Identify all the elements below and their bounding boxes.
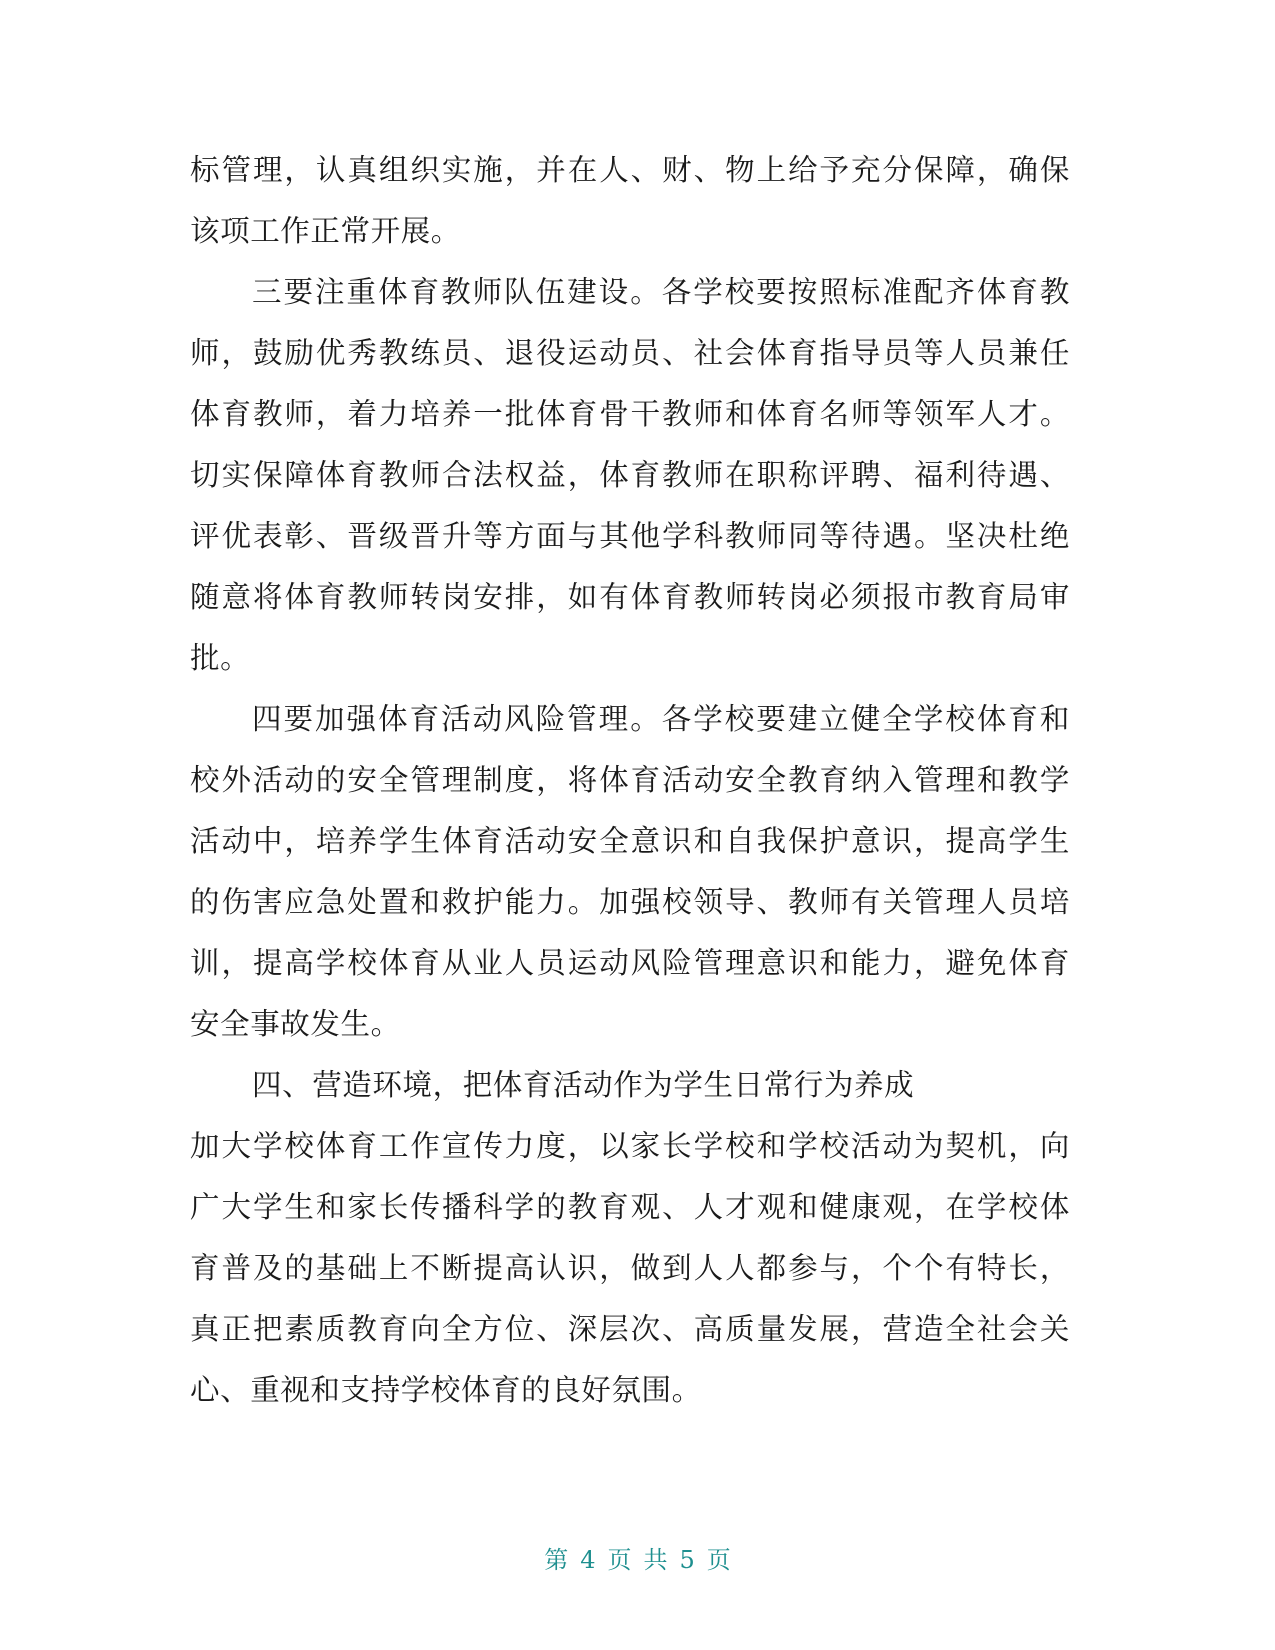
text-line: 活动中，培养学生体育活动安全意识和自我保护意识，提高学生 [190,824,1070,858]
text-line: 育普及的基础上不断提高认识，做到人人都参与，个个有特长， [190,1251,1070,1285]
text-line: 标管理，认真组织实施，并在人、财、物上给予充分保障，确保 [190,153,1070,187]
text-line: 加大学校体育工作宣传力度，以家长学校和学校活动为契机，向 [190,1129,1070,1163]
text-line: 批。 [190,641,251,675]
footer-ye: 页 [607,1546,632,1574]
text-line: 心、重视和支持学校体育的良好氛围。 [190,1373,702,1407]
footer-page-number: 4 [580,1546,596,1574]
paragraph-start-line: 四要加强体育活动风险管理。各学校要建立健全学校体育和 [252,702,1070,736]
section-heading: 四、营造环境，把体育活动作为学生日常行为养成 [252,1068,915,1102]
text-line: 安全事故发生。 [190,1007,401,1041]
text-line: 随意将体育教师转岗安排，如有体育教师转岗必须报市教育局审 [190,580,1070,614]
footer-di: 第 [544,1546,569,1574]
footer-ye: 页 [706,1546,731,1574]
footer-gong: 共 [643,1546,668,1574]
text-line: 广大学生和家长传播科学的教育观、人才观和健康观，在学校体 [190,1190,1070,1224]
text-line: 训，提高学校体育从业人员运动风险管理意识和能力，避免体育 [190,946,1070,980]
text-line: 体育教师，着力培养一批体育骨干教师和体育名师等领军人才。 [190,397,1070,431]
text-line: 评优表彰、晋级晋升等方面与其他学科教师同等待遇。坚决杜绝 [190,519,1070,553]
text-line: 该项工作正常开展。 [190,214,461,248]
document-body [190,140,1070,1421]
footer-total-pages: 5 [679,1546,695,1574]
text-line: 校外活动的安全管理制度，将体育活动安全教育纳入管理和教学 [190,763,1070,797]
text-line: 的伤害应急处置和救护能力。加强校领导、教师有关管理人员培 [190,885,1070,919]
paragraph-start-line: 三要注重体育教师队伍建设。各学校要按照标准配齐体育教 [252,275,1070,309]
text-line: 切实保障体育教师合法权益，体育教师在职称评聘、福利待遇、 [190,458,1070,492]
text-line: 真正把素质教育向全方位、深层次、高质量发展，营造全社会关 [190,1312,1070,1346]
text-line: 师，鼓励优秀教练员、退役运动员、社会体育指导员等人员兼任 [190,336,1070,370]
page-footer [0,1545,1275,1575]
